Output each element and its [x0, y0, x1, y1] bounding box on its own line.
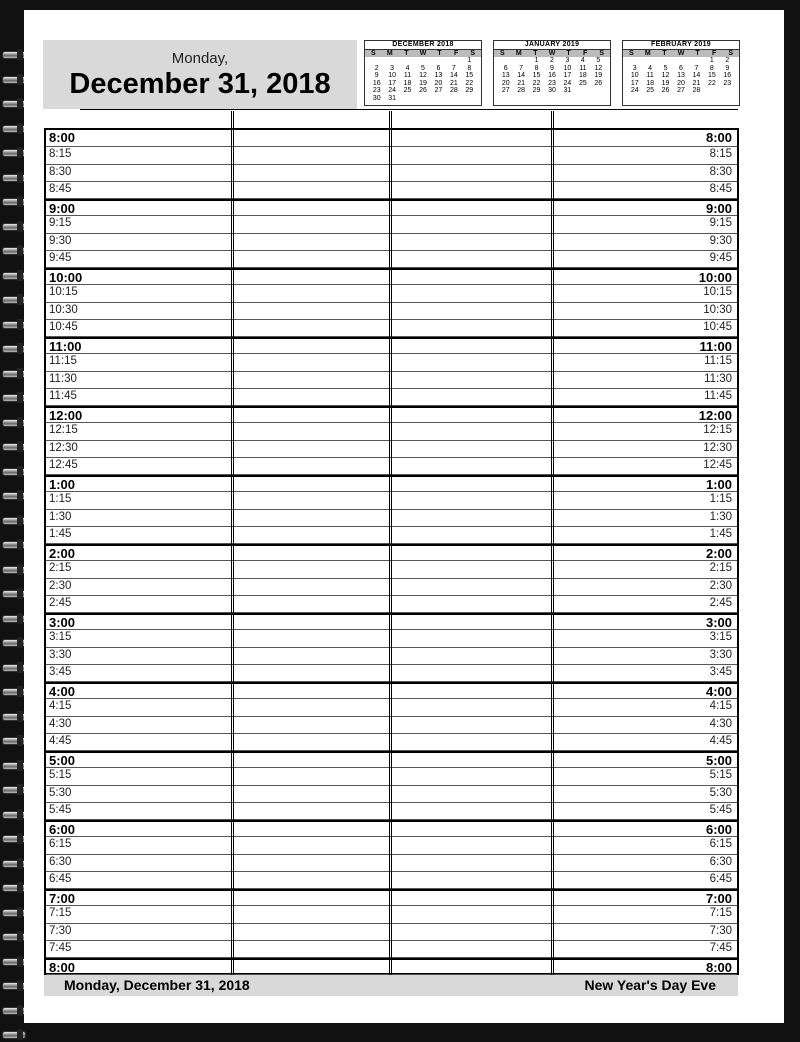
day-cell: 18 [646, 79, 655, 87]
time-label-right: 6:00 [705, 822, 732, 837]
day-cell: 1 [534, 57, 539, 64]
day-cell [431, 57, 446, 65]
time-label-left: 10:45 [49, 320, 78, 333]
time-label-right: 8:00 [705, 960, 732, 975]
day-cell: 14 [449, 72, 458, 79]
spiral-coil [0, 955, 26, 969]
spiral-coil [0, 73, 26, 87]
spiral-coil [0, 906, 26, 920]
spiral-coil [0, 1028, 26, 1042]
time-label-right: 9:15 [709, 217, 732, 230]
time-label-right: 3:30 [709, 648, 732, 661]
time-label-right: 10:30 [703, 303, 732, 316]
day-cell: 26 [661, 87, 670, 94]
time-label-left: 3:30 [49, 648, 72, 661]
day-cell: 6 [679, 64, 683, 72]
day-cell: 15 [707, 72, 716, 79]
day-cell: 23 [372, 87, 381, 94]
time-label-right: 5:30 [709, 786, 732, 799]
spiral-coil [0, 759, 26, 773]
time-label-left: 11:45 [49, 389, 77, 402]
spiral-coil [0, 146, 26, 160]
day-cell: 3 [565, 57, 570, 64]
day-cell: 10 [563, 64, 572, 72]
day-cell: 26 [419, 87, 427, 94]
spiral-coil [0, 220, 26, 234]
time-label-right: 6:45 [709, 872, 732, 885]
day-cell: 18 [403, 79, 412, 87]
time-label-right: 3:00 [705, 615, 732, 630]
day-cell: 16 [548, 72, 556, 79]
time-label-right: 12:00 [698, 408, 732, 423]
day-cell: 9 [550, 64, 554, 72]
day-cell: 22 [465, 79, 474, 87]
day-cell: 20 [501, 79, 510, 87]
day-cell: 20 [677, 79, 685, 87]
day-cell: 11 [403, 72, 412, 79]
dow-cell: M [386, 50, 393, 57]
time-label-right: 11:30 [704, 372, 732, 385]
time-label-left: 12:15 [49, 424, 78, 437]
time-label-left: 9:15 [49, 217, 72, 230]
time-label-right: 4:15 [709, 700, 732, 713]
time-label-left: 12:45 [49, 458, 78, 471]
dow-cell: F [711, 50, 717, 57]
day-cell: 5 [421, 64, 425, 72]
spiral-coil [0, 881, 26, 895]
time-label-right: 9:00 [705, 201, 732, 216]
spiral-coil [0, 391, 26, 405]
day-cell [446, 57, 461, 65]
time-label-right: 9:30 [709, 234, 732, 247]
page-title: December 31, 2018 [69, 68, 331, 100]
time-label-left: 7:30 [49, 924, 72, 937]
time-label-left: 12:00 [49, 408, 83, 423]
time-label-right: 7:15 [709, 907, 732, 920]
dow-cell: W [677, 50, 685, 57]
page-footer [44, 975, 738, 996]
dow-cell: T [662, 50, 667, 57]
spiral-coil [0, 808, 26, 822]
spiral-coil [0, 171, 26, 185]
time-label-right: 11:00 [699, 339, 732, 354]
day-cell: 25 [646, 87, 655, 94]
time-label-right: 10:00 [698, 270, 732, 285]
time-label-right: 10:45 [703, 320, 732, 333]
spiral-coil [0, 293, 26, 307]
dow-cell: W [548, 50, 556, 57]
day-cell: 28 [449, 87, 458, 94]
time-label-left: 11:00 [49, 339, 82, 354]
schedule-grid [44, 128, 739, 975]
mini-calendar-dow [623, 50, 739, 57]
time-label-left: 7:00 [49, 891, 76, 906]
time-label-right: 7:30 [709, 924, 732, 937]
day-cell: 3 [632, 64, 637, 72]
spiral-coil [0, 489, 26, 503]
time-label-left: 9:45 [49, 251, 72, 264]
day-cell: 10 [388, 72, 397, 79]
time-label-left: 5:00 [49, 753, 76, 768]
day-cell: 13 [501, 72, 510, 79]
time-label-right: 10:15 [703, 286, 732, 299]
day-cell: 26 [594, 79, 603, 87]
day-cell: 13 [677, 72, 685, 79]
spiral-coil [0, 342, 26, 356]
day-cell: 15 [532, 72, 541, 79]
spiral-coil [0, 661, 26, 675]
mini-calendar-february [622, 40, 740, 106]
spiral-coil [0, 97, 26, 111]
day-cell: 17 [630, 79, 639, 87]
spiral-coil [0, 318, 26, 332]
day-cell: 27 [501, 87, 510, 94]
time-label-right: 12:30 [703, 441, 732, 454]
time-label-left: 6:15 [49, 838, 72, 851]
day-cell: 15 [465, 72, 474, 79]
dow-cell: S [499, 50, 505, 57]
day-cell [673, 57, 688, 65]
spiral-coil [0, 979, 26, 993]
time-label-left: 1:15 [49, 493, 72, 506]
column-divider [231, 111, 234, 975]
day-cell: 12 [594, 64, 603, 72]
dow-cell: T [404, 50, 409, 57]
dow-cell: T [695, 50, 700, 57]
time-label-left: 8:00 [49, 960, 76, 975]
day-cell: 22 [532, 79, 541, 87]
day-cell: 21 [449, 79, 458, 87]
dow-cell: M [515, 50, 522, 57]
time-label-left: 2:15 [49, 562, 72, 575]
day-cell: 25 [578, 79, 587, 87]
spiral-coil [0, 685, 26, 699]
day-cell [658, 57, 673, 65]
day-cell: 30 [548, 87, 556, 94]
mini-calendar-title: DECEMBER 2018 [365, 41, 481, 50]
spiral-coil [0, 612, 26, 626]
day-cell: 31 [563, 87, 572, 94]
time-label-left: 6:00 [49, 822, 76, 837]
day-cell: 4 [580, 57, 585, 64]
time-label-right: 7:45 [709, 941, 732, 954]
time-label-right: 1:15 [709, 493, 732, 506]
spiral-coil [0, 48, 26, 62]
time-label-left: 10:30 [49, 303, 78, 316]
column-tabs [80, 109, 738, 129]
day-cell: 6 [436, 64, 441, 72]
time-label-right: 4:00 [705, 684, 732, 699]
day-cell: 8 [467, 64, 472, 72]
time-label-right: 8:45 [709, 182, 732, 195]
dow-cell: S [599, 50, 605, 57]
time-label-right: 7:00 [705, 891, 732, 906]
spiral-coil [0, 416, 26, 430]
time-label-right: 1:00 [705, 477, 732, 492]
day-cell [689, 57, 704, 65]
time-label-right: 1:45 [709, 527, 732, 540]
day-cell: 24 [563, 79, 572, 87]
day-cell [369, 57, 384, 65]
dow-cell: T [566, 50, 571, 57]
day-cell: 25 [403, 87, 412, 94]
day-cell: 1 [709, 57, 714, 64]
day-cell: 7 [451, 64, 456, 72]
dow-cell: S [370, 50, 376, 57]
day-cell: 2 [374, 64, 379, 72]
time-label-right: 3:15 [709, 631, 732, 644]
day-cell [384, 57, 399, 65]
day-cell: 17 [388, 79, 397, 87]
time-label-left: 8:30 [49, 165, 72, 178]
time-label-right: 12:45 [703, 458, 732, 471]
day-cell: 19 [594, 72, 603, 79]
day-cell: 30 [372, 94, 381, 102]
day-cell: 7 [694, 64, 699, 72]
day-cell: 18 [578, 72, 587, 79]
spiral-coil [0, 710, 26, 724]
day-cell: 29 [532, 87, 541, 94]
time-label-left: 5:15 [49, 769, 72, 782]
time-label-right: 5:00 [705, 753, 732, 768]
day-cell: 6 [503, 64, 508, 72]
day-cell: 4 [648, 64, 653, 72]
day-cell: 3 [390, 64, 395, 72]
day-cell: 24 [388, 87, 397, 94]
day-cell: 9 [725, 64, 730, 72]
time-label-right: 11:15 [704, 355, 732, 368]
day-cell: 29 [465, 87, 474, 94]
time-label-left: 1:30 [49, 510, 72, 523]
mini-calendar-december [364, 40, 482, 106]
day-cell: 28 [517, 87, 526, 94]
day-cell: 11 [579, 64, 587, 72]
day-cell: 14 [517, 72, 526, 79]
day-cell: 13 [434, 72, 443, 79]
time-label-right: 8:15 [709, 148, 732, 161]
spiral-coil [0, 269, 26, 283]
spiral-coil [0, 857, 26, 871]
day-cell: 21 [692, 79, 701, 87]
day-cell: 24 [630, 87, 639, 94]
time-label-right: 4:45 [709, 734, 732, 747]
day-cell [498, 57, 513, 65]
dow-cell: F [453, 50, 459, 57]
footer-holiday: New Year's Day Eve [584, 977, 716, 993]
day-cell: 10 [630, 72, 639, 79]
dow-cell: W [419, 50, 427, 57]
mini-calendar-title: JANUARY 2019 [494, 41, 610, 50]
spiral-coil [0, 636, 26, 650]
day-cell: 9 [374, 72, 379, 79]
dow-cell: S [628, 50, 634, 57]
time-label-left: 4:00 [49, 684, 76, 699]
day-cell: 11 [646, 72, 654, 79]
mini-calendar-title: FEBRUARY 2019 [623, 41, 739, 50]
day-cell [627, 57, 642, 65]
time-label-right: 6:15 [709, 838, 732, 851]
dow-cell: F [582, 50, 588, 57]
time-label-right: 2:30 [709, 579, 732, 592]
time-label-left: 8:15 [49, 148, 72, 161]
spiral-coil [0, 195, 26, 209]
time-label-left: 4:15 [49, 700, 72, 713]
day-cell: 21 [517, 79, 526, 87]
dow-cell: T [533, 50, 538, 57]
day-cell: 19 [661, 79, 670, 87]
spiral-coil [0, 587, 26, 601]
spiral-coil [0, 514, 26, 528]
dow-cell: S [470, 50, 476, 57]
day-cell: 14 [692, 72, 701, 79]
column-divider [551, 111, 554, 975]
day-cell [400, 57, 415, 65]
time-label-right: 3:45 [709, 665, 732, 678]
day-cell: 20 [434, 79, 443, 87]
dow-cell: S [728, 50, 734, 57]
time-label-left: 2:00 [49, 546, 76, 561]
day-cell: 16 [723, 72, 732, 79]
day-cell: 2 [725, 57, 730, 64]
time-label-left: 12:30 [49, 441, 78, 454]
time-label-left: 9:00 [49, 201, 76, 216]
day-cell: 27 [677, 87, 685, 94]
time-label-right: 12:15 [703, 424, 732, 437]
time-label-right: 6:30 [709, 855, 732, 868]
mini-calendar-dow [494, 50, 610, 57]
spiral-coil [0, 563, 26, 577]
time-label-left: 3:15 [49, 631, 72, 644]
mini-calendar-days [494, 57, 610, 95]
time-label-left: 5:30 [49, 786, 72, 799]
time-label-right: 9:45 [709, 251, 732, 264]
spiral-coil [0, 244, 26, 258]
day-cell: 12 [419, 72, 427, 79]
day-cell [415, 57, 430, 65]
spiral-coil [0, 930, 26, 944]
day-cell [513, 57, 528, 65]
time-label-left: 6:45 [49, 872, 72, 885]
day-cell: 2 [550, 57, 554, 64]
time-label-right: 1:30 [709, 510, 732, 523]
day-cell: 1 [467, 57, 472, 64]
column-divider [389, 111, 392, 975]
time-label-left: 3:45 [49, 665, 72, 678]
spiral-coil [0, 783, 26, 797]
time-label-left: 4:45 [49, 734, 72, 747]
day-cell: 17 [563, 72, 572, 79]
time-label-left: 9:30 [49, 234, 72, 247]
time-label-left: 11:30 [49, 372, 77, 385]
spiral-coil [0, 367, 26, 381]
date-header [43, 40, 357, 109]
time-label-right: 8:00 [705, 130, 732, 145]
time-label-right: 2:45 [709, 596, 732, 609]
spiral-coil [0, 122, 26, 136]
mini-calendar-dow [365, 50, 481, 57]
time-label-left: 7:45 [49, 941, 72, 954]
time-label-right: 4:30 [709, 717, 732, 730]
day-cell: 23 [548, 79, 556, 87]
time-label-left: 8:45 [49, 182, 72, 195]
day-cell: 5 [663, 64, 668, 72]
day-cell: 8 [709, 64, 714, 72]
mini-calendar-january [493, 40, 611, 106]
spiral-coil [0, 538, 26, 552]
time-label-left: 6:30 [49, 855, 72, 868]
time-label-left: 2:30 [49, 579, 72, 592]
day-cell: 16 [372, 79, 381, 87]
day-cell: 5 [596, 57, 601, 64]
time-label-right: 2:15 [709, 562, 732, 575]
day-cell: 7 [519, 64, 524, 72]
mini-calendar-days [365, 57, 481, 102]
time-label-left: 7:15 [49, 907, 72, 920]
spiral-coil [0, 734, 26, 748]
time-label-right: 5:15 [709, 769, 732, 782]
day-cell: 27 [434, 87, 443, 94]
time-label-left: 10:00 [49, 270, 83, 285]
time-label-right: 2:00 [705, 546, 732, 561]
footer-date: Monday, December 31, 2018 [64, 977, 250, 993]
spiral-coil [0, 1004, 26, 1018]
day-cell: 8 [534, 64, 539, 72]
time-label-right: 5:45 [709, 803, 732, 816]
time-label-left: 8:00 [49, 130, 76, 145]
time-label-left: 11:15 [49, 355, 77, 368]
time-label-right: 11:45 [704, 389, 732, 402]
dow-cell: M [644, 50, 651, 57]
day-cell [642, 57, 657, 65]
time-label-left: 2:45 [49, 596, 72, 609]
day-cell: 19 [419, 79, 427, 87]
time-label-left: 1:00 [49, 477, 76, 492]
time-label-left: 10:15 [49, 286, 78, 299]
day-cell: 22 [707, 79, 716, 87]
spiral-coil [0, 832, 26, 846]
day-cell: 28 [692, 87, 701, 94]
dow-cell: T [437, 50, 442, 57]
day-cell: 31 [388, 94, 397, 102]
day-cell: 12 [661, 72, 670, 79]
time-label-left: 4:30 [49, 717, 72, 730]
mini-calendar-days [623, 57, 739, 95]
time-label-right: 8:30 [709, 165, 732, 178]
day-cell: 23 [723, 79, 732, 87]
time-label-left: 3:00 [49, 615, 76, 630]
time-label-left: 5:45 [49, 803, 72, 816]
time-label-left: 1:45 [49, 527, 72, 540]
spiral-coil [0, 440, 26, 454]
weekday-label: Monday, [171, 50, 229, 67]
spiral-coil [0, 465, 26, 479]
day-cell: 4 [405, 64, 410, 72]
